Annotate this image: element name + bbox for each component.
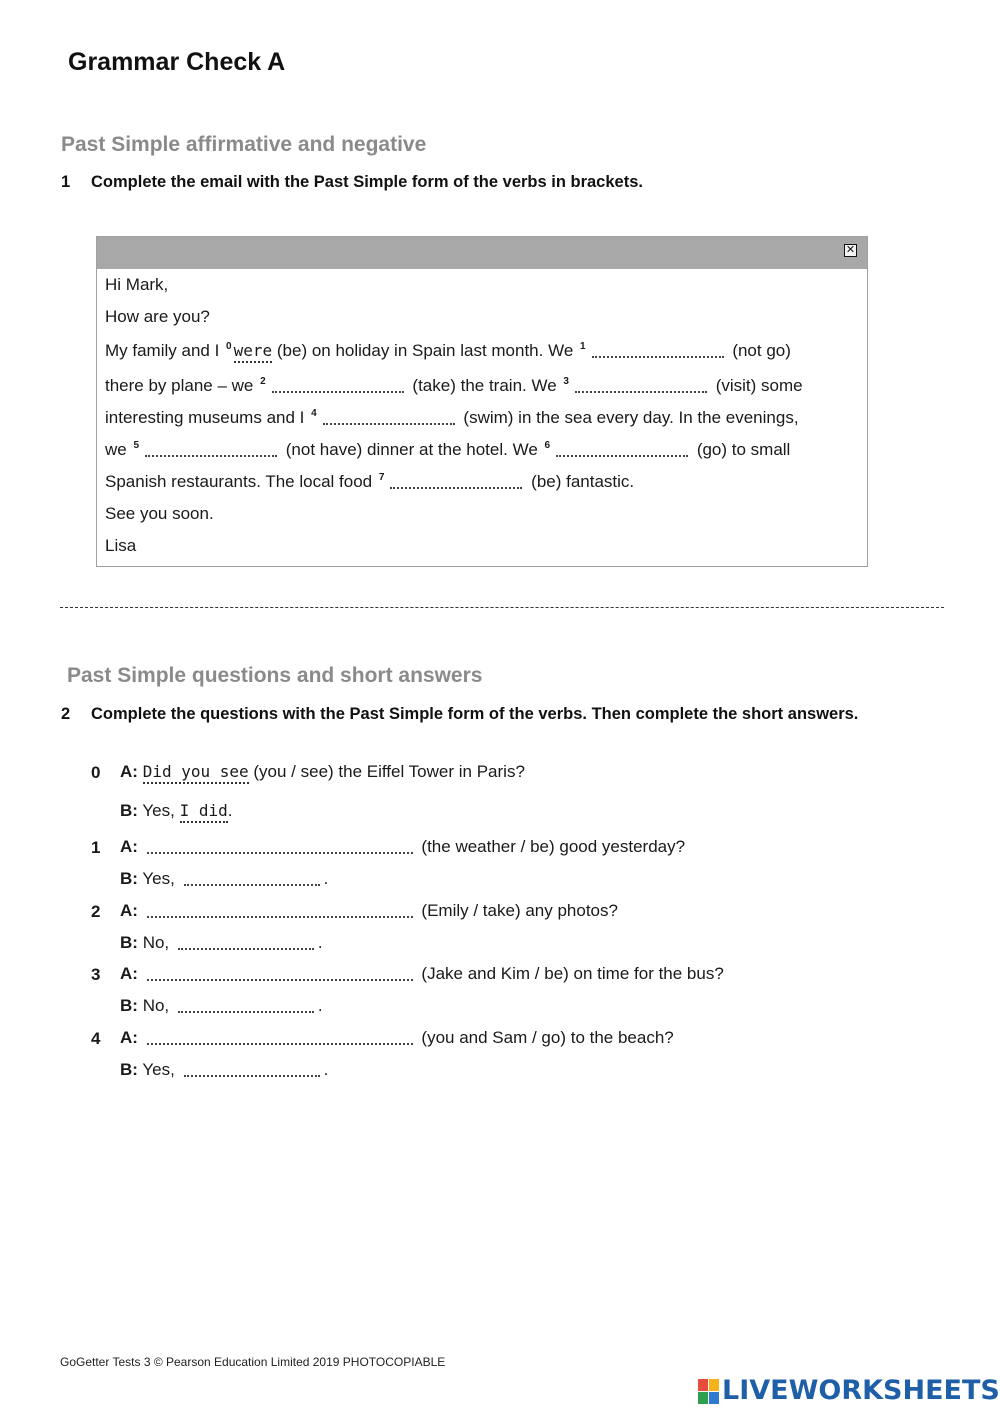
question-3-b [120, 996, 323, 1016]
email-greeting: Hi Mark, [105, 275, 169, 294]
email-text: (be) on holiday in Spain last month. We [276, 341, 574, 360]
question-prompt: (the weather / be) good yesterday? [421, 837, 686, 856]
question-number: 1 [91, 838, 101, 857]
short-answer-text: No, [142, 996, 170, 1015]
instruction-number: 2 [61, 705, 71, 723]
speaker-b-label: B: [120, 933, 138, 952]
email-text: (not go) [732, 341, 791, 360]
gap-number: 5 [133, 440, 140, 451]
short-answer-blank-3[interactable] [178, 997, 314, 1013]
short-answer-blank-4[interactable] [184, 1061, 320, 1077]
question-prompt: (you / see) the Eiffel Tower in Paris? [253, 762, 525, 781]
email-closing: See you soon. [105, 504, 214, 523]
close-icon[interactable]: ✕ [845, 244, 856, 256]
question-2-b [120, 933, 323, 953]
punctuation: . [323, 1060, 329, 1079]
instruction-text: Complete the email with the Past Simple form of the verbs in brackets. [91, 173, 643, 191]
question-blank-2[interactable] [147, 902, 413, 918]
section-heading-questions: Past Simple questions and short answers [67, 664, 483, 687]
speaker-b-label: B: [120, 869, 138, 888]
email-text: (not have) dinner at the hotel. We [285, 440, 538, 459]
logo-text: LIVEWORKSHEETS [722, 1375, 1000, 1406]
question-number: 2 [91, 902, 101, 921]
short-answer-text: Yes, [142, 801, 175, 820]
email-line [105, 472, 634, 492]
speaker-b-label: B: [120, 801, 138, 820]
email-title-bar [97, 237, 867, 269]
gap-number: 6 [544, 440, 551, 451]
email-text: (go) to small [696, 440, 791, 459]
question-2-a [120, 901, 618, 921]
email-text: (be) fantastic. [531, 472, 635, 491]
gap-number: 4 [311, 408, 317, 419]
gap-number: 7 [378, 472, 385, 483]
speaker-a-label: A: [120, 901, 138, 920]
gap-number: 1 [580, 341, 586, 352]
page-title: Grammar Check A [68, 48, 286, 76]
speaker-a-label: A: [120, 837, 138, 856]
question-0-a [120, 762, 525, 782]
question-blank-3[interactable] [147, 965, 413, 981]
email-window [96, 236, 868, 567]
speaker-a-label: A: [120, 964, 138, 983]
question-blank-4[interactable] [147, 1029, 413, 1045]
speaker-a-label: A: [120, 762, 138, 781]
logo-icon [698, 1378, 720, 1404]
email-line [105, 440, 790, 460]
email-text: there by plane – we [105, 376, 254, 395]
liveworksheets-logo[interactable] [698, 1375, 1000, 1408]
email-text: My family and I [105, 341, 220, 360]
section-divider [60, 607, 944, 608]
gap-number: 0 [226, 341, 232, 352]
email-line [105, 376, 803, 396]
punctuation: . [323, 869, 329, 888]
question-prompt: (you and Sam / go) to the beach? [421, 1028, 674, 1047]
gap-number: 3 [563, 376, 569, 387]
question-number: 0 [91, 763, 101, 782]
question-prompt: (Emily / take) any photos? [421, 901, 618, 920]
question-4-a [120, 1028, 674, 1048]
email-text: (take) the train. We [412, 376, 557, 395]
email-text: we [105, 440, 127, 459]
punctuation: . [317, 996, 323, 1015]
short-answer-blank-2[interactable] [178, 934, 314, 950]
email-text: interesting museums and I [105, 408, 305, 427]
email-line [105, 341, 791, 361]
gap-number: 2 [260, 376, 266, 387]
instruction-text: Complete the questions with the Past Simple form of the verbs. Then complete the short answers. [91, 705, 859, 723]
email-signature: Lisa [105, 536, 137, 555]
question-blank-1[interactable] [147, 838, 413, 854]
example-answer: Did you see [143, 762, 249, 784]
question-prompt: (Jake and Kim / be) on time for the bus? [421, 964, 724, 983]
instruction-2 [61, 703, 901, 751]
question-1-a [120, 837, 685, 857]
email-text: Spanish restaurants. The local food [105, 472, 373, 491]
punctuation: . [227, 801, 233, 820]
email-line: How are you? [105, 307, 210, 326]
answer-blank-7[interactable] [390, 473, 522, 489]
email-text: (swim) in the sea every day. In the evenings, [463, 408, 799, 427]
short-answer-text: Yes, [142, 1060, 175, 1079]
example-answer: were [234, 341, 273, 363]
speaker-b-label: B: [120, 996, 138, 1015]
question-3-a [120, 964, 724, 984]
short-answer-blank-1[interactable] [184, 870, 320, 886]
section-heading-past-simple: Past Simple affirmative and negative [61, 133, 427, 156]
speaker-a-label: A: [120, 1028, 138, 1047]
answer-blank-5[interactable] [145, 441, 277, 457]
answer-blank-4[interactable] [323, 409, 455, 425]
question-number: 3 [91, 965, 101, 984]
answer-blank-1[interactable] [592, 342, 724, 358]
answer-blank-3[interactable] [575, 377, 707, 393]
answer-blank-2[interactable] [272, 377, 404, 393]
short-answer-text: Yes, [142, 869, 175, 888]
question-1-b [120, 869, 328, 889]
question-0-b [120, 801, 232, 821]
short-answer-text: No, [142, 933, 170, 952]
punctuation: . [317, 933, 323, 952]
answer-blank-6[interactable] [556, 441, 688, 457]
speaker-b-label: B: [120, 1060, 138, 1079]
copyright-footer: GoGetter Tests 3 © Pearson Education Limited 2019 PHOTOCOPIABLE [60, 1355, 446, 1369]
example-answer: I did [180, 801, 228, 823]
question-4-b [120, 1060, 328, 1080]
instruction-number: 1 [61, 173, 71, 191]
question-number: 4 [91, 1029, 101, 1048]
instruction-1 [61, 171, 901, 195]
email-line [105, 408, 799, 428]
email-text: (visit) some [715, 376, 803, 395]
